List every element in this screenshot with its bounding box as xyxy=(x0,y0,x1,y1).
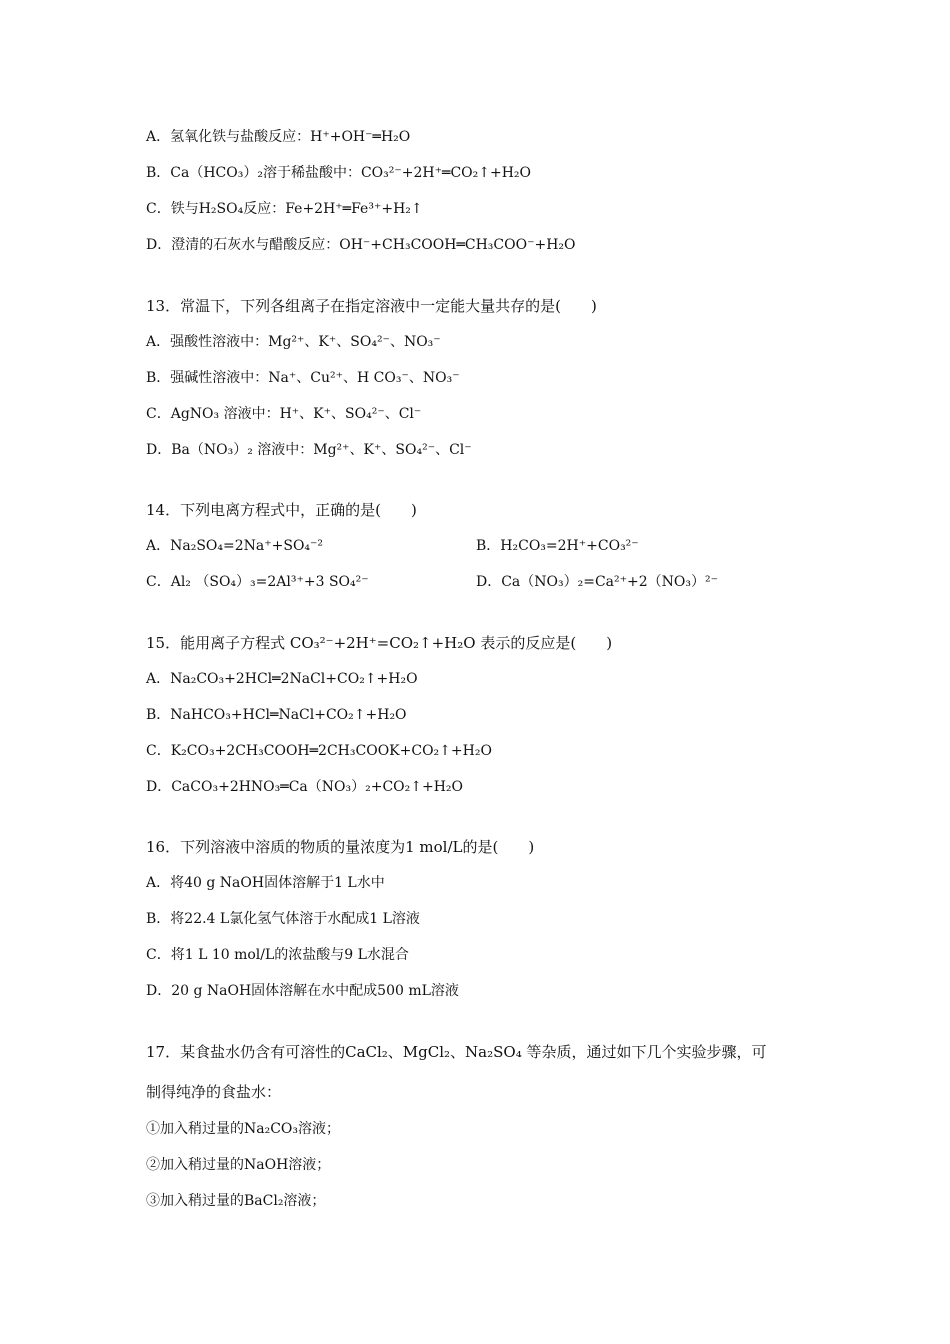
q15-option-a: A．Na₂CO₃+2HCl═2NaCl+CO₂↑+H₂O xyxy=(146,671,418,687)
q12-option-b: B．Ca（HCO₃）₂溶于稀盐酸中：CO₃²⁻+2H⁺═CO₂↑+H₂O xyxy=(146,165,531,181)
q16-option-d: D．20 g NaOH固体溶解在水中配成500 mL溶液 xyxy=(146,983,459,999)
q15-option-d: D．CaCO₃+2HNO₃═Ca（NO₃）₂+CO₂↑+H₂O xyxy=(146,779,464,795)
q15-stem: 15．能用离子方程式 CO₃²⁻+2H⁺=CO₂↑+H₂O 表示的反应是( ) xyxy=(146,634,613,652)
q14-option-b: B．H₂CO₃=2H⁺+CO₃²⁻ xyxy=(476,538,639,554)
q16-stem: 16．下列溶液中溶质的物质的量浓度为1 mol/L的是( ) xyxy=(146,838,535,856)
q16-option-b: B．将22.4 L氯化氢气体溶于水配成1 L溶液 xyxy=(146,911,420,927)
q12-option-a: A．氢氧化铁与盐酸反应：H⁺+OH⁻═H₂O xyxy=(146,129,411,145)
q15-option-b: B．NaHCO₃+HCl═NaCl+CO₂↑+H₂O xyxy=(146,707,407,723)
q14-option-d: D．Ca（NO₃）₂=Ca²⁺+2（NO₃）²⁻ xyxy=(476,574,719,590)
q13-option-b: B．强碱性溶液中：Na⁺、Cu²⁺、H CO₃⁻、NO₃⁻ xyxy=(146,370,460,386)
q17-step-3: ③加入稍过量的BaCl₂溶液； xyxy=(146,1193,326,1209)
q13-option-c: C．AgNO₃ 溶液中：H⁺、K⁺、SO₄²⁻、Cl⁻ xyxy=(146,406,422,422)
q13-stem: 13．常温下，下列各组离子在指定溶液中一定能大量共存的是( ) xyxy=(146,297,597,315)
q14-option-c: C．Al₂ （SO₄）₃=2Al³⁺+3 SO₄²⁻ xyxy=(146,574,369,590)
q15-option-c: C．K₂CO₃+2CH₃COOH═2CH₃COOK+CO₂↑+H₂O xyxy=(146,743,492,759)
q13-option-d: D．Ba（NO₃）₂ 溶液中：Mg²⁺、K⁺、SO₄²⁻、Cl⁻ xyxy=(146,442,472,458)
q16-option-a: A．将40 g NaOH固体溶解于1 L水中 xyxy=(146,875,385,891)
q16-option-c: C．将1 L 10 mol/L的浓盐酸与9 L水混合 xyxy=(146,947,409,963)
q17-stem-cont: 制得纯净的食盐水： xyxy=(146,1083,282,1101)
q12-option-d: D．澄清的石灰水与醋酸反应：OH⁻+CH₃COOH═CH₃COO⁻+H₂O xyxy=(146,237,576,253)
q14-stem: 14．下列电离方程式中，正确的是( ) xyxy=(146,501,417,519)
q14-option-a: A．Na₂SO₄=2Na⁺+SO₄⁻² xyxy=(146,538,324,554)
q12-option-c: C．铁与H₂SO₄反应：Fe+2H⁺═Fe³⁺+H₂↑ xyxy=(146,201,423,217)
q17-step-1: ①加入稍过量的Na₂CO₃溶液； xyxy=(146,1121,341,1137)
q17-step-2: ②加入稍过量的NaOH溶液； xyxy=(146,1157,331,1173)
q17-stem: 17．某食盐水仍含有可溶性的CaCl₂、MgCl₂、Na₂SO₄ 等杂质，通过如下几个实验步骤，可 xyxy=(146,1043,767,1061)
q13-option-a: A．强酸性溶液中：Mg²⁺、K⁺、SO₄²⁻、NO₃⁻ xyxy=(146,334,441,350)
